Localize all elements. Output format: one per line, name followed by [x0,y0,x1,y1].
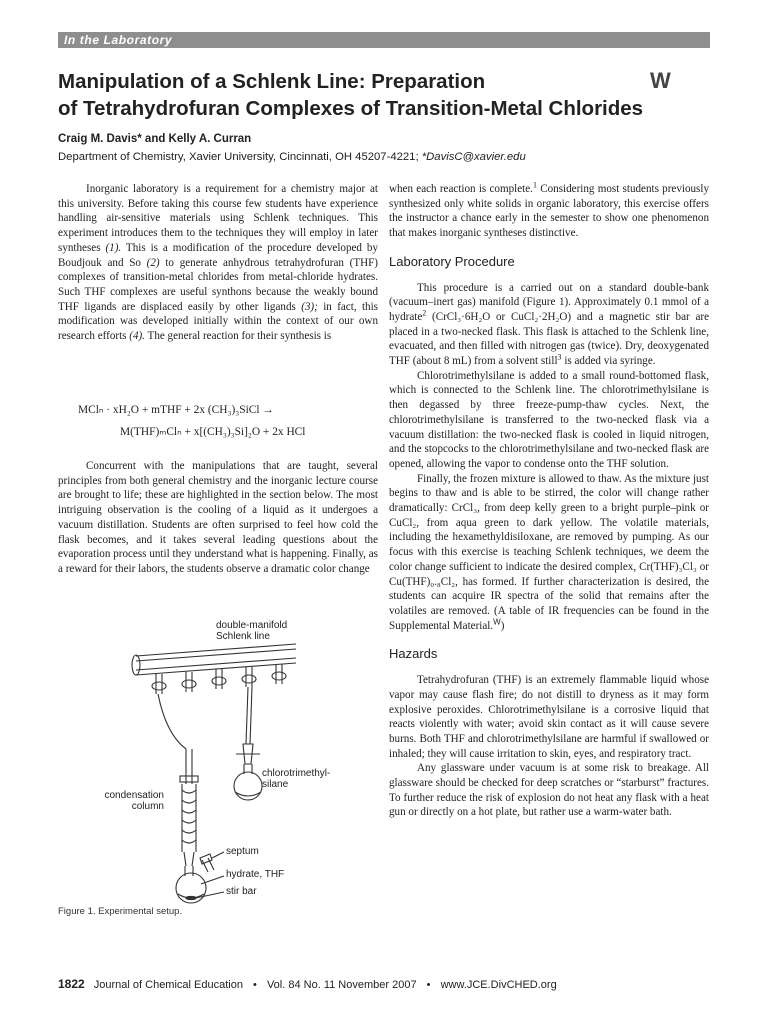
figure-caption: Figure 1. Experimental setup. [58,906,183,917]
leader-hydrate [201,876,224,884]
experimental-setup-figure [96,614,336,904]
title-line-1: Manipulation of a Schlenk Line: Preparation [58,70,486,93]
right-column [389,182,709,820]
leader-stirbar [196,892,224,898]
tubing-left [158,694,186,749]
bullet-separator: • [426,979,431,991]
column-bottom [184,852,194,866]
web-material-icon: W [650,68,671,93]
equation-line-2: M(THF)ₘClₙ + x[(CH₃)₃Si]₂O + 2x HCl [120,426,306,438]
reference-4[interactable]: (4). [129,330,145,343]
left-column-intro [58,182,378,344]
hazards-paragraph-1: Tetrahydrofuran (THF) is an extremely flammable liquid whose vapor may cause flash fire; do not distill to dryness as it may form explosive peroxides. Chlorotrimethylsilane is a corrosive liquid that reacts violently with water; avoid skin contact as it will cause severe burns. Both THF and chlorotrimethylsilane are harmful if swallowed or inhaled; they will cause irritation to skin, eyes, and respiratory tract. [389,674,709,760]
leader-septum [212,852,224,858]
stir-bar [186,896,196,899]
reaction-equation [58,398,378,446]
section-label: In the Laboratory [64,33,173,47]
affiliation-text: Department of Chemistry, Xavier University, Cincinnati, OH 45207-4221; [58,151,422,163]
column-coil [182,790,196,843]
authors: Craig M. Davis* and Kelly A. Curran [58,133,252,145]
footnote-3[interactable]: 3 [557,352,562,362]
title-line-2: of Tetrahydrofuran Complexes of Transition-Metal Chlorides [58,97,644,120]
procedure-paragraph-3: Finally, the frozen mixture is allowed to thaw. As the mixture just begins to thaw and is able to be stirred, the color will change rather dramatically: CrCl₃, from deep kelly green to a bright purple–pink or CuCl₂, from aqua green to dark yellow. The volatile materials, including the hexamethyldisiloxane, are removed by pumping. As our focus with this exercise is teaching Schlenk techniques, we deem the color change sufficient to indicate the desired complex, Cr(THF)₃Cl₃ or Cu(THF)₀.₈Cl₂, has formed. If further characterization is desired, the students can acquire IR spectra of the solid that remains after the volatiles are removed. (A table of IR frequencies can be found in the Supplemental Material.$^W$) [389,472,709,632]
manifold-end-cap [132,655,140,675]
label-condensation-column: condensation column [104,790,164,812]
reference-3[interactable]: (3); [301,300,318,313]
column-stopcock [180,776,198,782]
manifold-tube-upper [136,644,296,661]
hazards-paragraph-2: Any glassware under vacuum is at some risk to breakage. All glassware should be checked for deep scratches or “starburst” fractures. To further reduce the risk of explosion do not heat any flask with a heat gun or directly on a hot plate, but rather use a warm-water bath. [389,762,709,819]
silane-liquid [235,792,261,796]
continued-paragraph: when each reaction is complete.$^1$ Considering most students previously synthesized only white solids in organic laboratory, this exercise offers the instructor a chance early in the semester to show one phenomenon that makes inorganic syntheses distinctive. [389,180,709,240]
journal-name: Journal of Chemical Education [93,979,243,991]
author-email[interactable]: *DavisC@xavier.edu [421,151,526,163]
article-title [58,68,678,122]
procedure-paragraph-1: This procedure is a carried out on a standard double-bank (vacuum–inert gas) manifold (Figure 1). Approximately 0.1 mmol of a hydrate$^2$ (CrCl₃·6H₂O or CuCl₂·2H₂O) and a magnetic stir bar are placed in a two-necked flask. This flask is attached to the Schlenk line, evacuated, and then filled with nitrogen gas (twice). Dry, deoxygenated THF (about 8 mL) from a solvent still$^3$ is added via syringe. [389,281,709,368]
label-manifold: double-manifold Schlenk line [216,620,288,642]
footnote-2[interactable]: 2 [422,308,427,318]
label-chlorotrimethylsilane: chlorotrimethyl- silane [262,768,331,790]
label-stir-bar: stir bar [226,886,257,897]
reference-1[interactable]: (1). [105,241,122,254]
heading-laboratory-procedure: Laboratory Procedure [389,253,515,269]
tubing-right [246,687,252,744]
label-hydrate-thf: hydrate, THF [226,869,285,880]
web-supplement-icon[interactable]: W [493,617,501,626]
volume-issue: Vol. 84 No. 11 November 2007 [266,979,417,991]
intro-paragraph-2: Concurrent with the manipulations that are taught, several principles from both general chemistry and the inorganic lecture course are brought to life; these are highlighted in the section below. The most intriguing observation is the cooling of a liquid as it undergoes a vacuum distillation. Students are often surprised to feel how cold the flask becomes, and it takes several leading questions about the evaporation process until they understand what is happening. Finally, as a reward for their labors, the students observe a dramatic color change [58,460,378,575]
schlenk-apparatus-drawing [96,614,336,904]
left-column-body [58,459,378,577]
intro-paragraph-1: Inorganic laboratory is a requirement for a chemistry major at this university. Before taking this course few students have experience handling air-sensitive materials using Schlenk techniques. This experiment introduces them to the techniques they will employ in later syntheses (1). This is a modification of the procedure developed by Boudjouk and So (2) to generate anhydrous tetrahydrofuran (THF) complexes of transition-metal chlorides from metal-chloride hydrates. Such THF complexes are useful synthons because the weakly bound THF ligands are displaced easily by other ligands (3); in fact, this modification was developed initially within the context of our own research efforts (4). The general reaction for their synthesis is [58,183,378,343]
procedure-paragraph-2: Chlorotrimethylsilane is added to a small round-bottomed flask, which is connected to the Schlenk line. The chlorotrimethylsilane is then degassed by three freeze-pump-thaw cycles. Next, the chlorotrimethylsilane is transferred to the two-necked flask via a vacuum distillation: the two-necked flask is cooled in liquid nitrogen, and the stopcocks to the chlorotrimethylsilane and two-necked flask are opened, allowing the vapor to condense onto the THF solution. [389,369,709,470]
affiliation [58,151,526,163]
equation-line-1: MClₙ · xH₂O + mTHF + 2x (CH₃)₃SiCl → [78,404,274,416]
journal-url[interactable]: www.JCE.DivCHED.org [440,979,557,991]
flask-neck-main [185,866,193,876]
section-header-bar [58,32,710,48]
page-footer [58,977,718,991]
reference-2[interactable]: (2) [146,256,160,269]
page-number: 1822 [58,977,85,991]
footnote-1[interactable]: 1 [532,180,537,190]
label-septum: septum [226,846,259,857]
bullet-separator: • [253,979,257,991]
column-top [186,749,192,784]
heading-hazards: Hazards [389,646,438,662]
